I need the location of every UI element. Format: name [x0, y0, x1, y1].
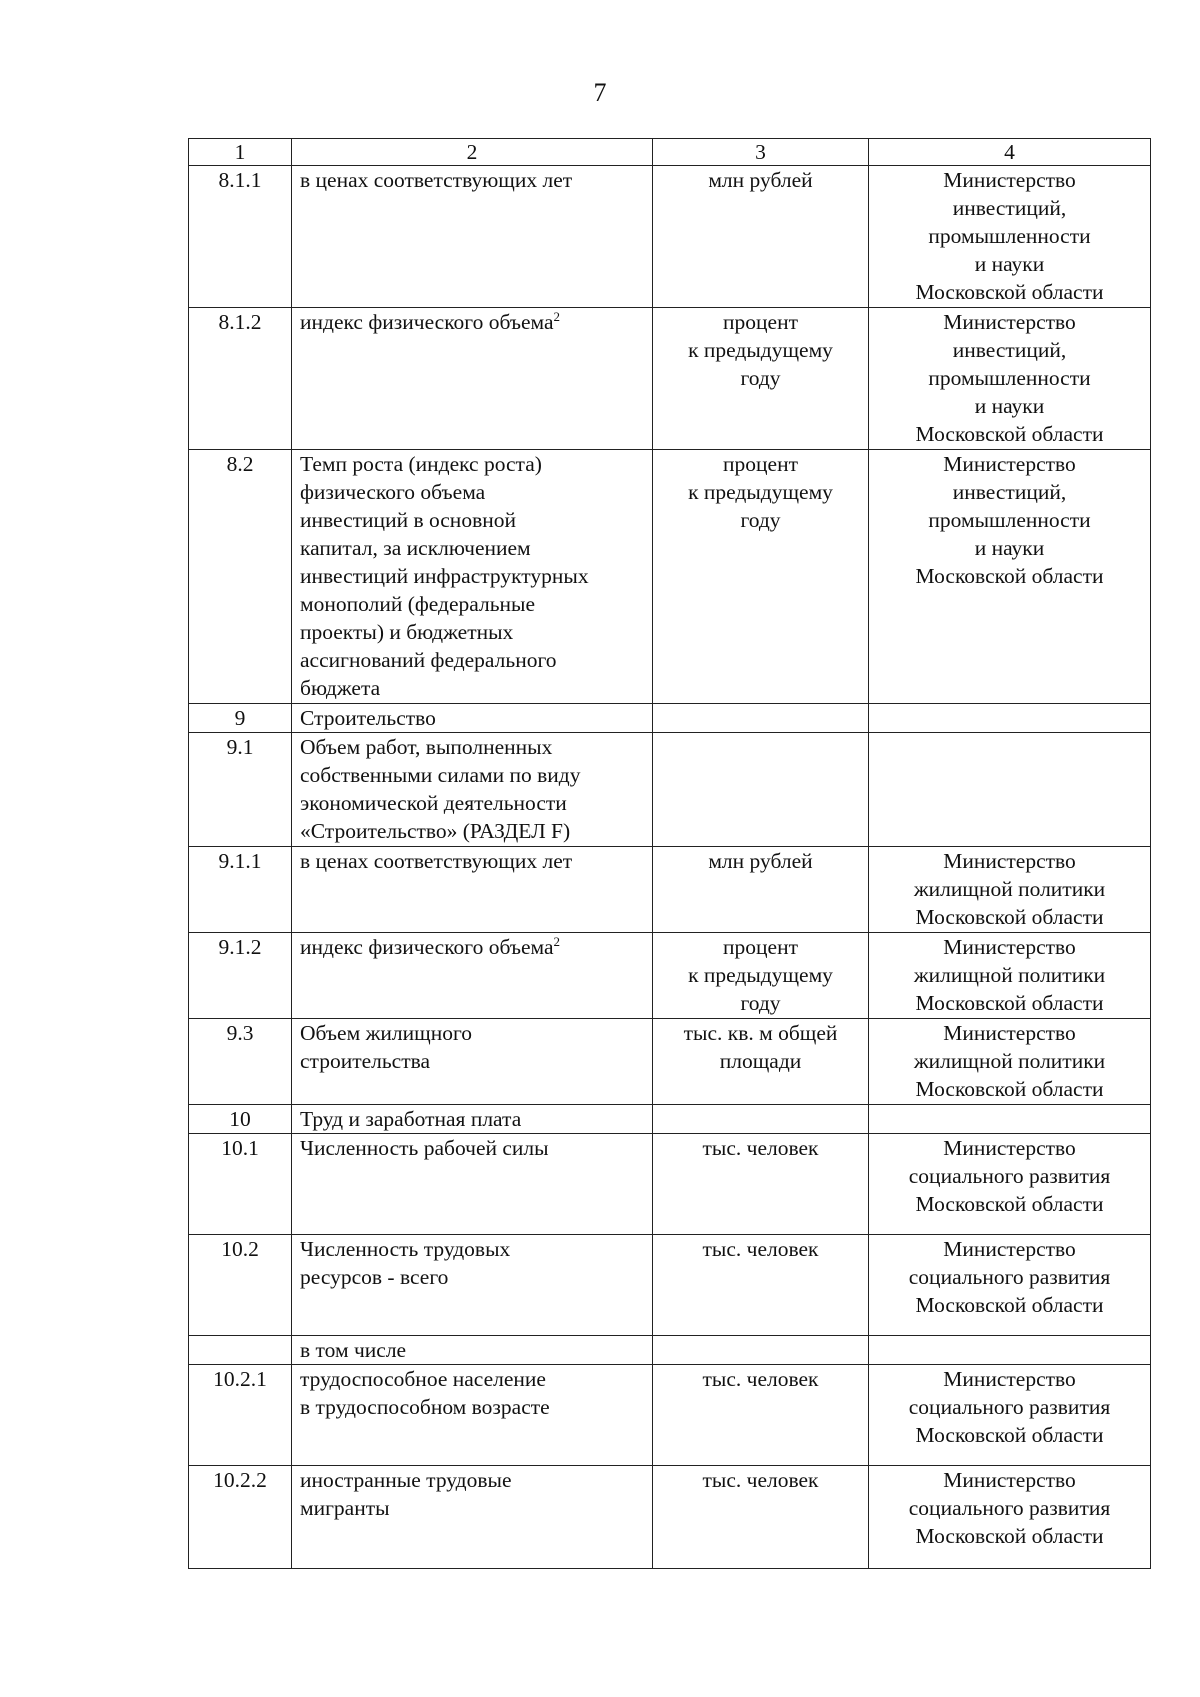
row-number: 9.1	[189, 733, 292, 847]
table-row	[189, 1336, 1151, 1365]
row-number: 9.1.1	[189, 847, 292, 933]
row-number: 10.2.2	[189, 1466, 292, 1569]
responsible-org	[869, 1105, 1151, 1134]
table-row	[189, 733, 1151, 847]
responsible-org: Министерство социального развития Московской области	[869, 1134, 1151, 1235]
indicator-name: Объем жилищного строительства	[292, 1019, 653, 1105]
unit-cell: тыс. человек	[653, 1235, 869, 1336]
header-cell: 2	[292, 139, 653, 166]
responsible-org: Министерство инвестиций, промышленности и науки Московской области	[869, 450, 1151, 704]
row-number: 10	[189, 1105, 292, 1134]
table-row	[189, 1134, 1151, 1235]
row-number: 10.2	[189, 1235, 292, 1336]
section-title: Труд и заработная плата	[292, 1105, 653, 1134]
table-row	[189, 166, 1151, 308]
row-number: 10.1	[189, 1134, 292, 1235]
indicator-name: в ценах соответствующих лет	[292, 166, 653, 308]
indicator-name: в ценах соответствующих лет	[292, 847, 653, 933]
footnote-mark: 2	[553, 308, 561, 324]
row-number: 8.1.1	[189, 166, 292, 308]
header-cell: 4	[869, 139, 1151, 166]
unit-cell	[653, 1336, 869, 1365]
row-number: 9.1.2	[189, 933, 292, 1019]
responsible-org	[869, 1336, 1151, 1365]
unit-cell: млн рублей	[653, 166, 869, 308]
table-row	[189, 847, 1151, 933]
header-cell: 1	[189, 139, 292, 166]
section-row	[189, 704, 1151, 733]
responsible-org: Министерство инвестиций, промышленности и науки Московской области	[869, 166, 1151, 308]
responsible-org: Министерство социального развития Московской области	[869, 1235, 1151, 1336]
row-number: 9	[189, 704, 292, 733]
table-row	[189, 933, 1151, 1019]
unit-cell	[653, 704, 869, 733]
responsible-org: Министерство жилищной политики Московской области	[869, 933, 1151, 1019]
unit-cell: тыс. человек	[653, 1365, 869, 1466]
table-row	[189, 1466, 1151, 1569]
unit-cell: тыс. человек	[653, 1134, 869, 1235]
indicator-name: Темп роста (индекс роста) физического объема инвестиций в основной капитал, за исключением инвестиций инфраструктурных монополий (федеральные проекты) и бюджетных ассигнований федерального бюджета	[292, 450, 653, 704]
indicator-name: иностранные трудовые мигранты	[292, 1466, 653, 1569]
row-number	[189, 1336, 292, 1365]
unit-cell	[653, 1105, 869, 1134]
responsible-org: Министерство жилищной политики Московской области	[869, 1019, 1151, 1105]
section-title: Строительство	[292, 704, 653, 733]
responsible-org	[869, 704, 1151, 733]
row-number: 9.3	[189, 1019, 292, 1105]
row-number: 10.2.1	[189, 1365, 292, 1466]
unit-cell: тыс. человек	[653, 1466, 869, 1569]
row-number: 8.2	[189, 450, 292, 704]
responsible-org: Министерство социального развития Московской области	[869, 1466, 1151, 1569]
table-header-row	[189, 139, 1151, 166]
indicator-name: индекс физического объема$^2$	[292, 933, 653, 1019]
page-number: 7	[593, 78, 607, 107]
indicator-name: индекс физического объема$^2$	[292, 308, 653, 450]
indicator-name: Численность рабочей силы	[292, 1134, 653, 1235]
responsible-org: Министерство жилищной политики Московской области	[869, 847, 1151, 933]
indicator-name: трудоспособное население в трудоспособном возрасте	[292, 1365, 653, 1466]
unit-cell	[653, 733, 869, 847]
header-cell: 3	[653, 139, 869, 166]
responsible-org: Министерство социального развития Московской области	[869, 1365, 1151, 1466]
unit-cell: процент к предыдущему году	[653, 308, 869, 450]
footnote-mark: 2	[553, 933, 561, 949]
indicator-name: Объем работ, выполненных собственными силами по виду экономической деятельности «Строительство» (РАЗДЕЛ F)	[292, 733, 653, 847]
section-row	[189, 1105, 1151, 1134]
indicators-table	[188, 138, 1151, 1569]
table-row	[189, 1235, 1151, 1336]
responsible-org: Министерство инвестиций, промышленности и науки Московской области	[869, 308, 1151, 450]
table-row	[189, 1019, 1151, 1105]
unit-cell: млн рублей	[653, 847, 869, 933]
responsible-org	[869, 733, 1151, 847]
table-row	[189, 450, 1151, 704]
indicator-name: Численность трудовых ресурсов - всего	[292, 1235, 653, 1336]
table-row	[189, 1365, 1151, 1466]
unit-cell: процент к предыдущему году	[653, 933, 869, 1019]
row-number: 8.1.2	[189, 308, 292, 450]
indicator-name: в том числе	[292, 1336, 653, 1365]
table-row	[189, 308, 1151, 450]
unit-cell: процент к предыдущему году	[653, 450, 869, 704]
unit-cell: тыс. кв. м общей площади	[653, 1019, 869, 1105]
